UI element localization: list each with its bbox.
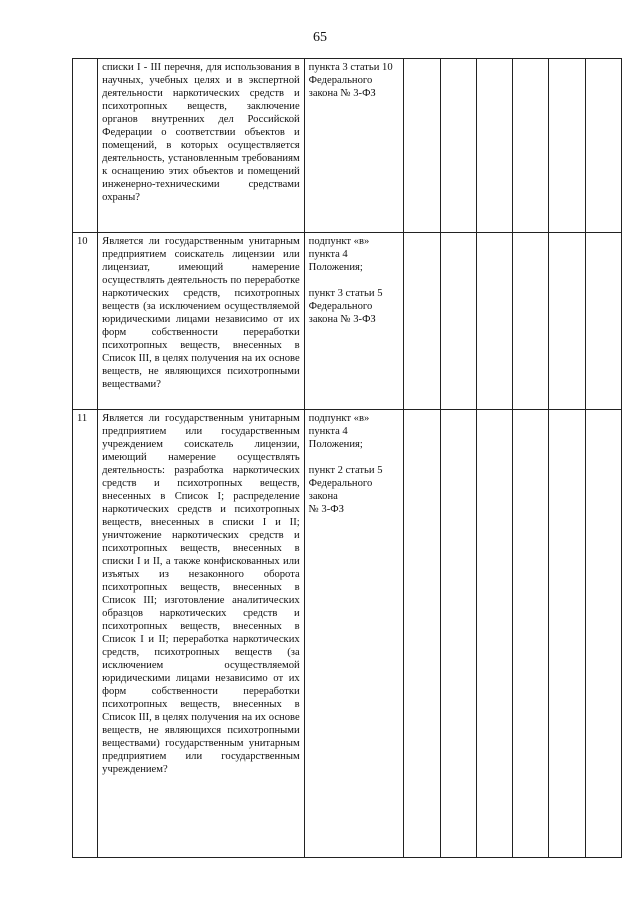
row-number	[73, 59, 98, 233]
reference-line: Федерального	[308, 478, 373, 489]
reference-line: пункта 4	[308, 426, 348, 437]
reference-line: подпункт «в»	[308, 413, 370, 424]
row-number: 10	[73, 233, 98, 410]
empty-cell	[476, 233, 512, 410]
empty-cell	[585, 233, 621, 410]
legal-reference	[304, 233, 404, 410]
empty-cell	[585, 410, 621, 858]
empty-cell	[440, 233, 476, 410]
reference-line: пункт 2 статьи 5	[308, 465, 383, 476]
reference-line: закона № 3-ФЗ	[308, 88, 376, 99]
empty-cell	[476, 410, 512, 858]
legal-reference	[304, 59, 404, 233]
empty-cell	[440, 410, 476, 858]
empty-cell	[513, 233, 549, 410]
question-text: Является ли государственным унитарным предприятием соискатель лицензии или лицензиат, имеющий намерение осуществлять деятельность по переработке наркотических средств, психотропных веществ (за исключением осуществляемой юридическими лицами независимо от их форм собственности переработки психотропных веществ, внесенных в Список III, в целях получения на их основе веществ, не являющихся психотропными веществами?	[98, 233, 305, 410]
empty-cell	[513, 410, 549, 858]
row-number: 11	[73, 410, 98, 858]
question-text: списки I - III перечня, для использования в научных, учебных целях и в экспертной деятельности наркотических средств и психотропных веществ, заключение органов внутренних дел Российской Федерации о соответствии объектов и помещений, в которых осуществляется деятельность, установленным требованиям к оснащению этих объектов и помещений инженерно-техническими средствами охраны?	[98, 59, 305, 233]
table-row	[73, 59, 622, 233]
empty-cell	[440, 59, 476, 233]
reference-line: пункт 3 статьи 5	[308, 288, 383, 299]
reference-line: Положения;	[308, 262, 363, 273]
reference-line: закона	[308, 491, 338, 502]
empty-cell	[549, 59, 585, 233]
empty-cell	[404, 59, 440, 233]
reference-line: Федерального	[308, 75, 373, 86]
empty-cell	[585, 59, 621, 233]
empty-cell	[549, 233, 585, 410]
reference-line: № 3-ФЗ	[308, 504, 344, 515]
checklist-table	[72, 58, 622, 858]
empty-cell	[513, 59, 549, 233]
reference-line: подпункт «в»	[308, 236, 370, 247]
legal-reference	[304, 410, 404, 858]
reference-line: пункта 4	[308, 249, 348, 260]
reference-line: закона № 3-ФЗ	[308, 314, 376, 325]
table-row	[73, 410, 622, 858]
reference-line: Положения;	[308, 439, 363, 450]
reference-line: Федерального	[308, 301, 373, 312]
reference-line: пункта 3 статьи 10	[308, 62, 393, 73]
empty-cell	[404, 233, 440, 410]
page-number: 65	[313, 30, 327, 45]
empty-cell	[476, 59, 512, 233]
table-row	[73, 233, 622, 410]
question-text: Является ли государственным унитарным предприятием или государственным учреждением соискатель лицензии, имеющий намерение осуществлять деятельность: разработка наркотических средств и психотропных веществ, внесенных в Список I; распределение наркотических средств и психотропных веществ, внесенных в списки I и II; уничтожение наркотических средств и психотропных веществ, внесенных в списки I и II, а также конфискованных или изъятых из незаконного оборота психотропных веществ, внесенных в Список III; изготовление аналитических образцов наркотических средств и психотропных веществ, внесенных в Список I и II; переработка наркотических средств, психотропных веществ (за исключением осуществляемой юридическими лицами независимо от их форм собственности переработки психотропных веществ, внесенных в Список III, в целях получения на их основе веществ, не являющихся психотропными веществами) государственным унитарным предприятием или государственным учреждением?	[98, 410, 305, 858]
empty-cell	[549, 410, 585, 858]
empty-cell	[404, 410, 440, 858]
